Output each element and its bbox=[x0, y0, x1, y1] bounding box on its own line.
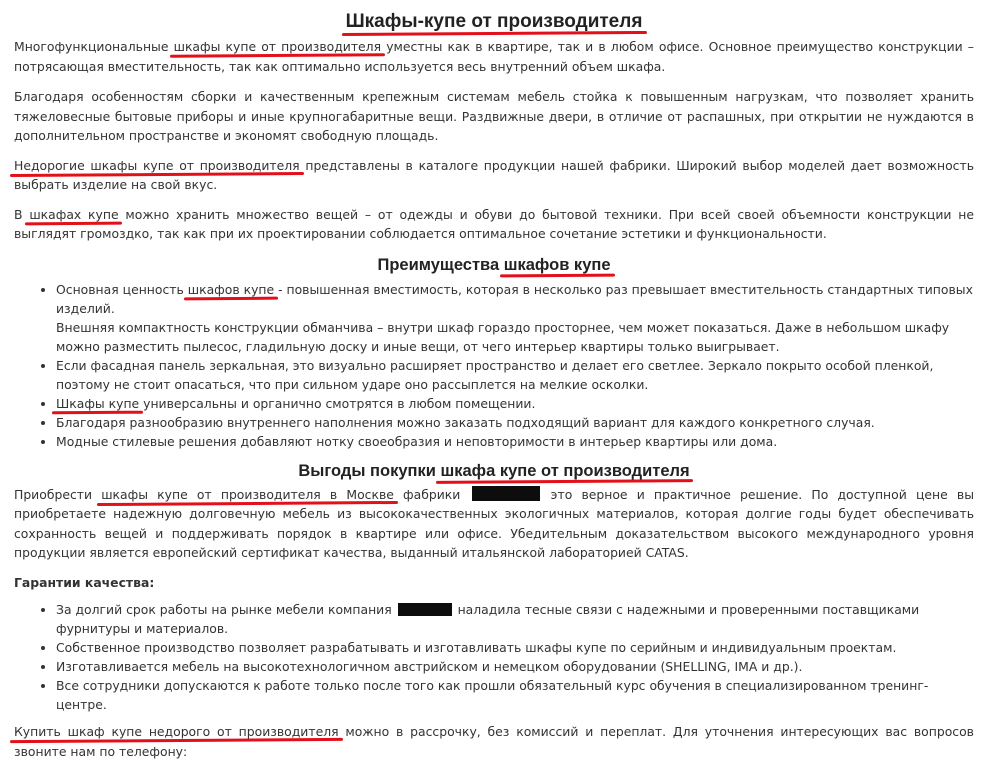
keyword-highlight: Шкафы купе bbox=[56, 395, 140, 411]
redacted-company-name bbox=[472, 486, 540, 501]
keyword-highlight: шкафах купе bbox=[29, 206, 119, 222]
text: Внешняя компактность конструкции обманчива – внутри шкаф гораздо просторнее, чем может показаться. Даже в небольшом шкафу можно разместить пылесос, гладильную доску и иные вещи, от чего интерьер квартиры только выигрывает. bbox=[56, 319, 950, 354]
text: можно в рассрочку, без комиссий и переплат. Для уточнения интересующих вас вопросов звоните нам по телефону: bbox=[14, 724, 974, 759]
keyword-highlight: Недорогие шкафы купе от производителя bbox=[14, 157, 300, 173]
text: В bbox=[14, 206, 30, 222]
list-item: • Модные стилевые решения добавляют нотку своеобразия и неповторимости в интерьер квартиры или дома. bbox=[56, 432, 974, 451]
text: универсальны и органично смотрятся в любом помещении. bbox=[139, 395, 536, 411]
benefits-heading bbox=[14, 460, 974, 482]
list-item: • Все сотрудники допускаются к работе только после того как прошли обязательный курс обучения в специализированном тренинг-центре. bbox=[56, 676, 974, 714]
list-item bbox=[56, 394, 974, 413]
advantages-list bbox=[14, 280, 974, 451]
list-item bbox=[56, 600, 974, 638]
page-title bbox=[14, 0, 974, 34]
heading-highlight: шкафа купе от производителя bbox=[440, 461, 690, 480]
text: наладила тесные связи с надежными и проверенными поставщиками фурнитуры и материалов. bbox=[56, 602, 920, 636]
list-item: • Если фасадная панель зеркальная, это визуально расширяет пространство и делает его светлее. Зеркало покрыто особой пленкой, поэтому не стоит опасаться, что при сильном ударе оно рассыплется на мелкие осколки. bbox=[56, 356, 974, 394]
guarantees-list bbox=[14, 600, 974, 714]
guarantees-heading: Гарантии качества: bbox=[14, 574, 155, 590]
advantages-heading bbox=[14, 254, 974, 276]
list-item: • Благодаря разнообразию внутреннего наполнения можно заказать подходящий вариант для каждого конкретного случая. bbox=[56, 413, 974, 432]
title-highlight: Шкафы-купе от производителя bbox=[345, 11, 643, 32]
intro-paragraph-4 bbox=[14, 205, 974, 244]
list-item bbox=[56, 280, 974, 356]
keyword-highlight: шкафы купе от производителя bbox=[173, 39, 382, 54]
intro-paragraph-2: Благодаря особенностям сборки и качественным крепежным системам мебель стойка к повышенным нагрузкам, что позволяет хранить тяжеловесные бытовые приборы и иные крупногабаритные вещи. Раздвижные двери, в отличие от распашных, при открытии не нуждаются в дополнительном пространстве и экономят свободную площадь. bbox=[14, 89, 974, 143]
text: можно хранить множество вещей – от одежды и обуви до бытовой техники. При всей своей объемности конструкции не выглядят громоздко, так как при их проектировании соблюдается оптимальное сочетание эстетики и функциональности. bbox=[14, 206, 974, 241]
benefits-paragraph bbox=[14, 485, 974, 563]
text: Многофункциональные bbox=[14, 39, 174, 54]
text: Преимущества bbox=[377, 255, 504, 274]
text: уместны как в квартире, так и в любом офисе. Основное преимущество конструкции – потрясающая вместительность, так как оптимально используется весь внутренний объем шкафа. bbox=[14, 39, 975, 74]
footer-paragraph bbox=[14, 722, 974, 761]
intro-paragraph-3 bbox=[14, 156, 974, 195]
text: представлены в каталоге продукции нашей фабрики. Широкий выбор моделей дает возможность выбрать изделие на свой вкус. bbox=[14, 157, 975, 192]
heading-highlight: шкафов купе bbox=[503, 255, 611, 274]
text: За долгий срок работы на рынке мебели компания bbox=[56, 602, 396, 617]
list-item: • Изготавливается мебель на высокотехнологичном австрийском и немецком оборудовании (SHELLING, IMA и др.). bbox=[56, 657, 974, 676]
redacted-company-name bbox=[398, 603, 452, 616]
text: Основная ценность bbox=[56, 281, 188, 297]
text: Приобрести bbox=[14, 486, 102, 502]
text: Выгоды покупки bbox=[298, 461, 441, 480]
text: это верное и практичное решение. По доступной цене вы приобретаете надежную долговечную мебель из высококачественных экологичных материалов, которая долгие годы будет обеспечивать сохранность вещей и поддерживать порядок в квартире или офисе. Убедительным доказательством высокого международного уровня продукции является европейский сертификат качества, выданный итальянской лабораторией CATAS. bbox=[14, 486, 974, 560]
keyword-highlight: Купить шкаф купе недорого от производителя bbox=[14, 724, 339, 739]
text: - повышенная вместимость, которая в несколько раз превышает вместительность стандартных типовых изделий. bbox=[56, 281, 973, 316]
keyword-highlight: шкафов купе bbox=[187, 281, 275, 297]
text: фабрики bbox=[393, 486, 470, 502]
keyword-highlight: шкафы купе от производителя в Москве bbox=[101, 486, 394, 502]
list-item: • Собственное производство позволяет разрабатывать и изготавливать шкафы купе по серийным и индивидуальным проектам. bbox=[56, 638, 974, 657]
intro-paragraph-1 bbox=[14, 37, 974, 76]
